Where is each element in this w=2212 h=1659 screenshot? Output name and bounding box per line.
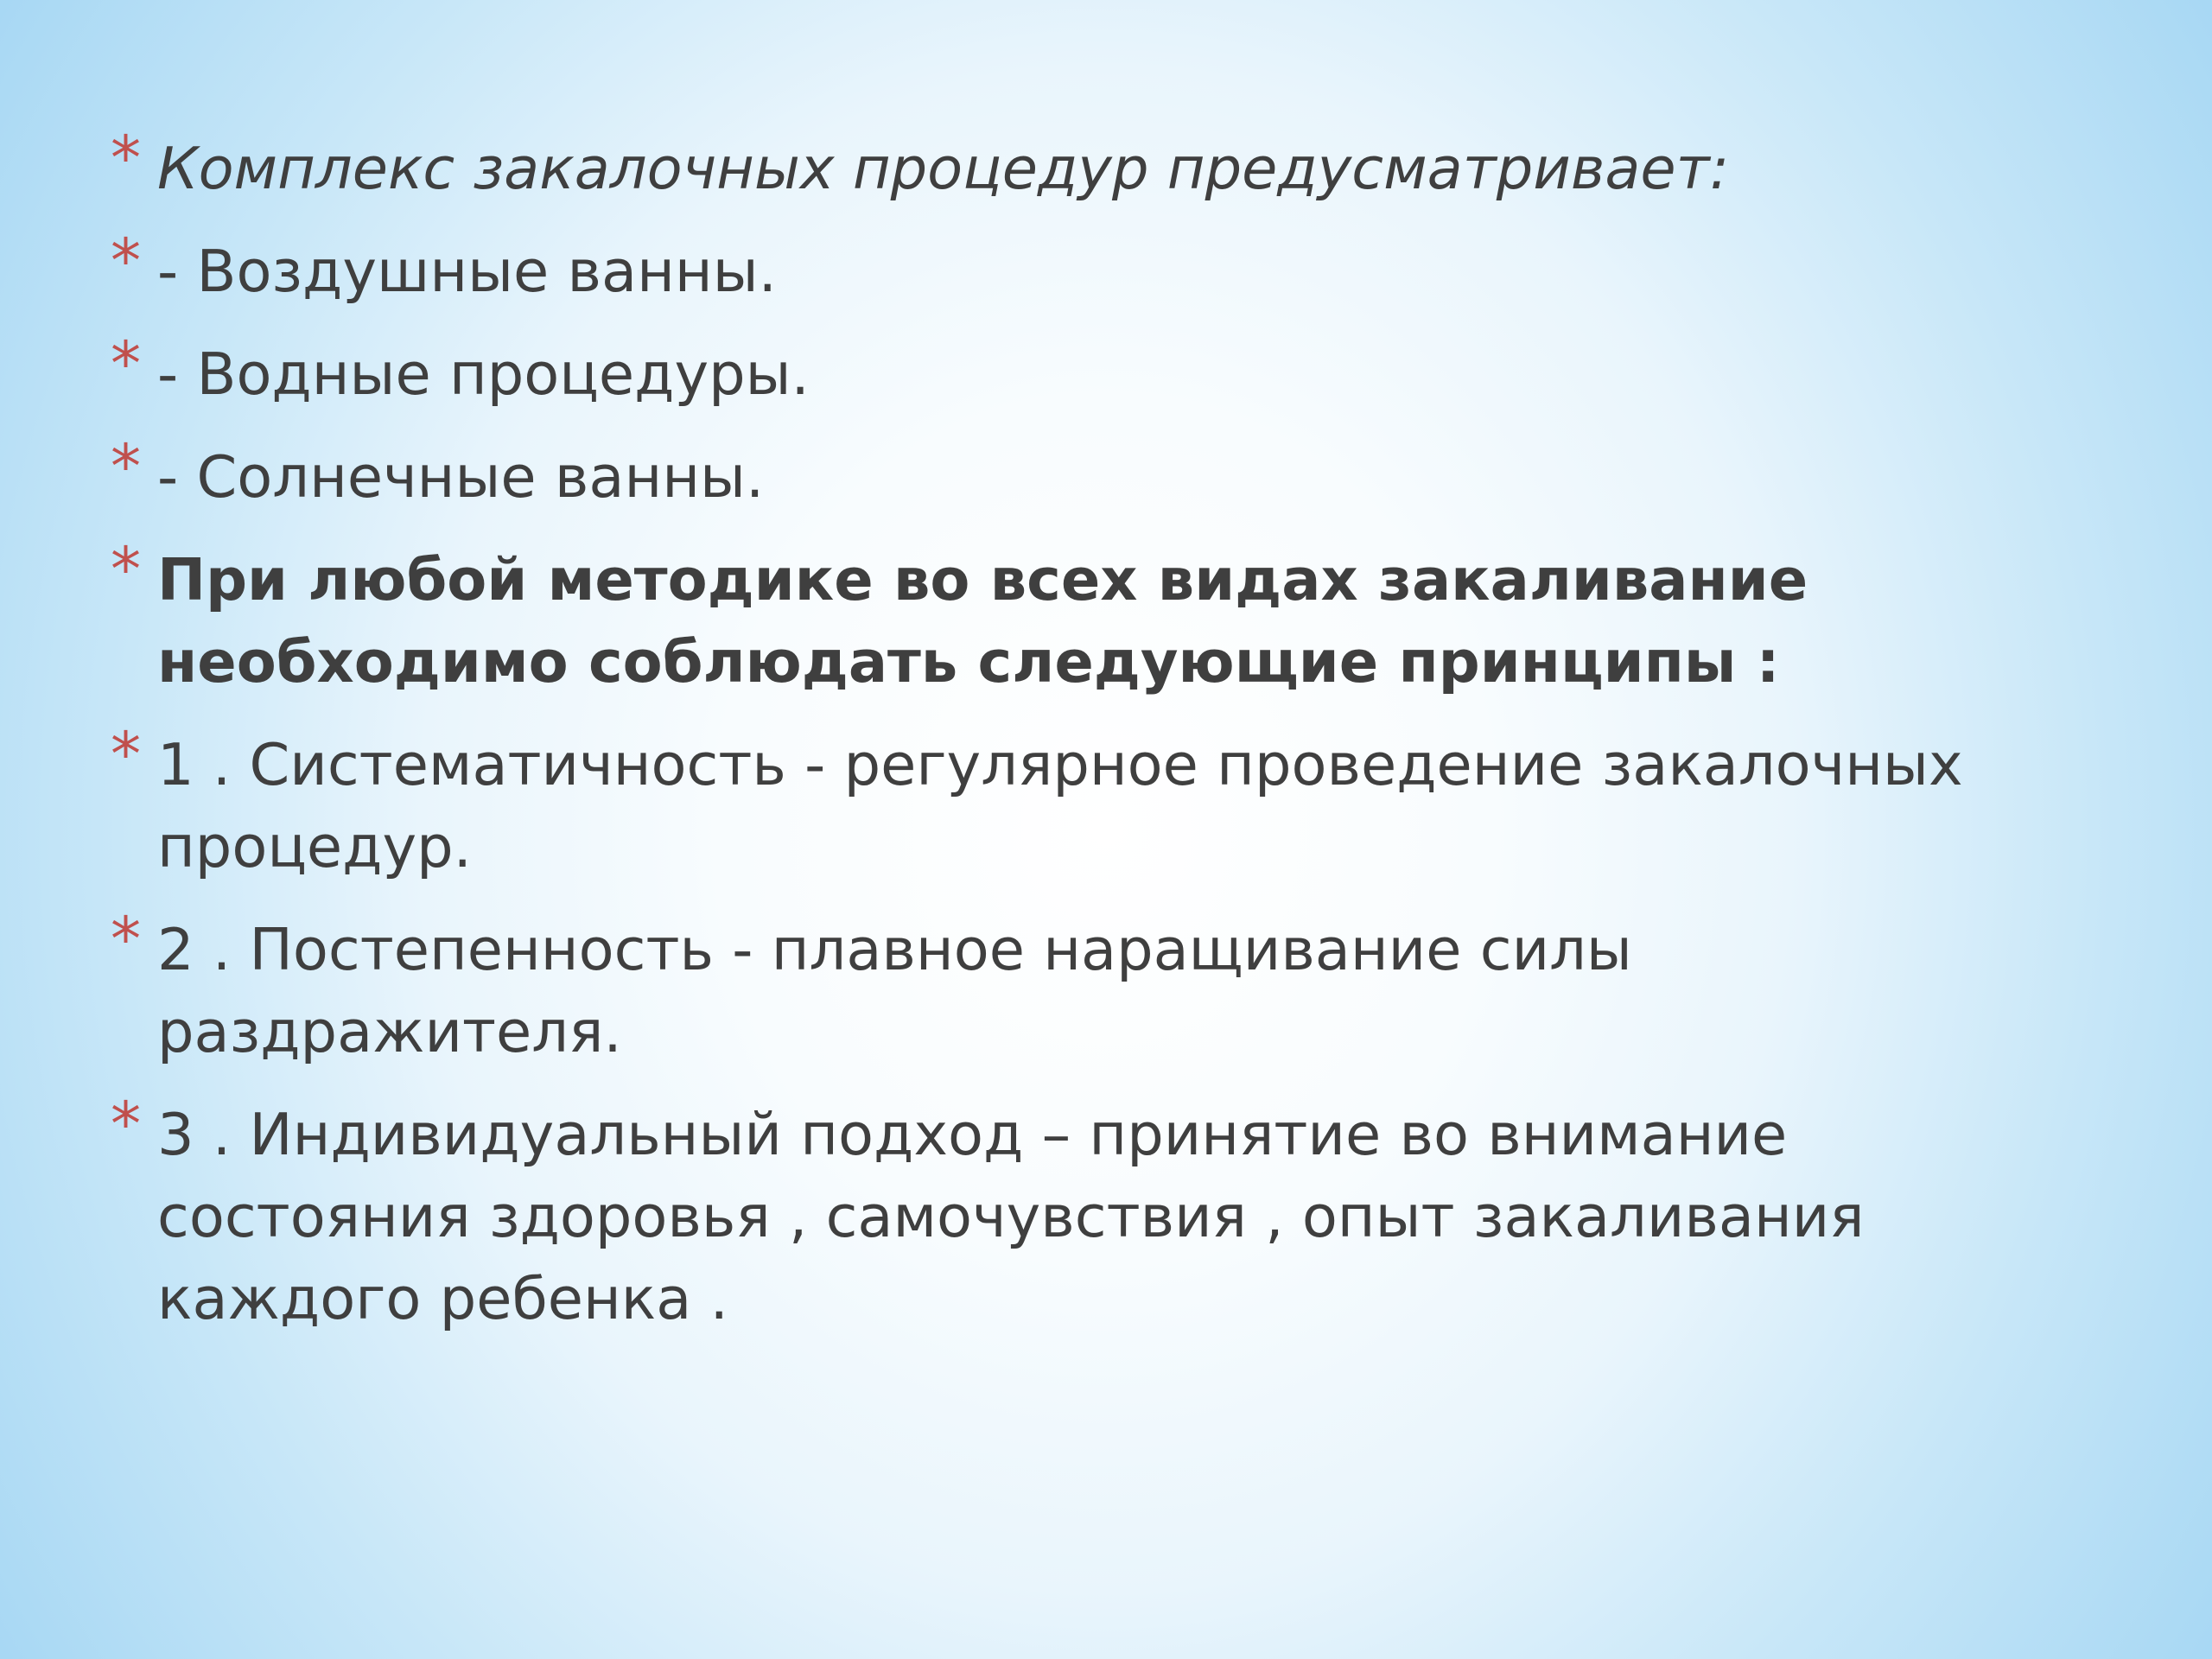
- bullet-text-line-1: 2 . Постепенность - плавное наращивание силы: [157, 916, 1632, 983]
- bullet-item-principle-3: [111, 1089, 2098, 1340]
- bullet-text-line-2: необходимо соблюдать следующие принципы :: [157, 628, 1780, 696]
- asterisk-bullet-icon: *: [111, 328, 141, 399]
- bullet-text-line-1: При любой методике во всех видах закаливание: [157, 546, 1808, 613]
- bullet-list: [111, 123, 2098, 1361]
- asterisk-bullet-icon: *: [111, 719, 141, 790]
- bullet-text-line-1: 3 . Индивидуальный подход – принятие во внимание: [157, 1101, 1788, 1168]
- bullet-item-principles-heading: [111, 534, 2098, 703]
- bullet-item-air-baths: [111, 226, 2098, 313]
- bullet-text: - Солнечные ванны.: [157, 443, 765, 511]
- bullet-text-line-2: раздражителя.: [157, 998, 622, 1065]
- bullet-text-line-3: каждого ребенка .: [157, 1265, 728, 1332]
- bullet-text: - Водные процедуры.: [157, 340, 810, 408]
- bullet-text: - Воздушные ванны.: [157, 238, 777, 305]
- bullet-text: Комплекс закалочных процедур предусматривает:: [157, 135, 1730, 202]
- bullet-text-line-2: процедур.: [157, 813, 472, 880]
- bullet-item-water-procedures: [111, 328, 2098, 416]
- asterisk-bullet-icon: *: [111, 431, 141, 502]
- asterisk-bullet-icon: *: [111, 534, 141, 605]
- bullet-item-intro: [111, 123, 2098, 210]
- bullet-text-line-2: состояния здоровья , самочувствия , опыт закаливания: [157, 1183, 1865, 1250]
- bullet-text-line-1: 1 . Систематичность - регулярное проведение закалочных: [157, 731, 1963, 798]
- asterisk-bullet-icon: *: [111, 904, 141, 975]
- bullet-item-principle-2: [111, 904, 2098, 1073]
- bullet-item-principle-1: [111, 719, 2098, 888]
- asterisk-bullet-icon: *: [111, 226, 141, 296]
- bullet-item-sun-baths: [111, 431, 2098, 518]
- asterisk-bullet-icon: *: [111, 1089, 141, 1160]
- asterisk-bullet-icon: *: [111, 123, 141, 194]
